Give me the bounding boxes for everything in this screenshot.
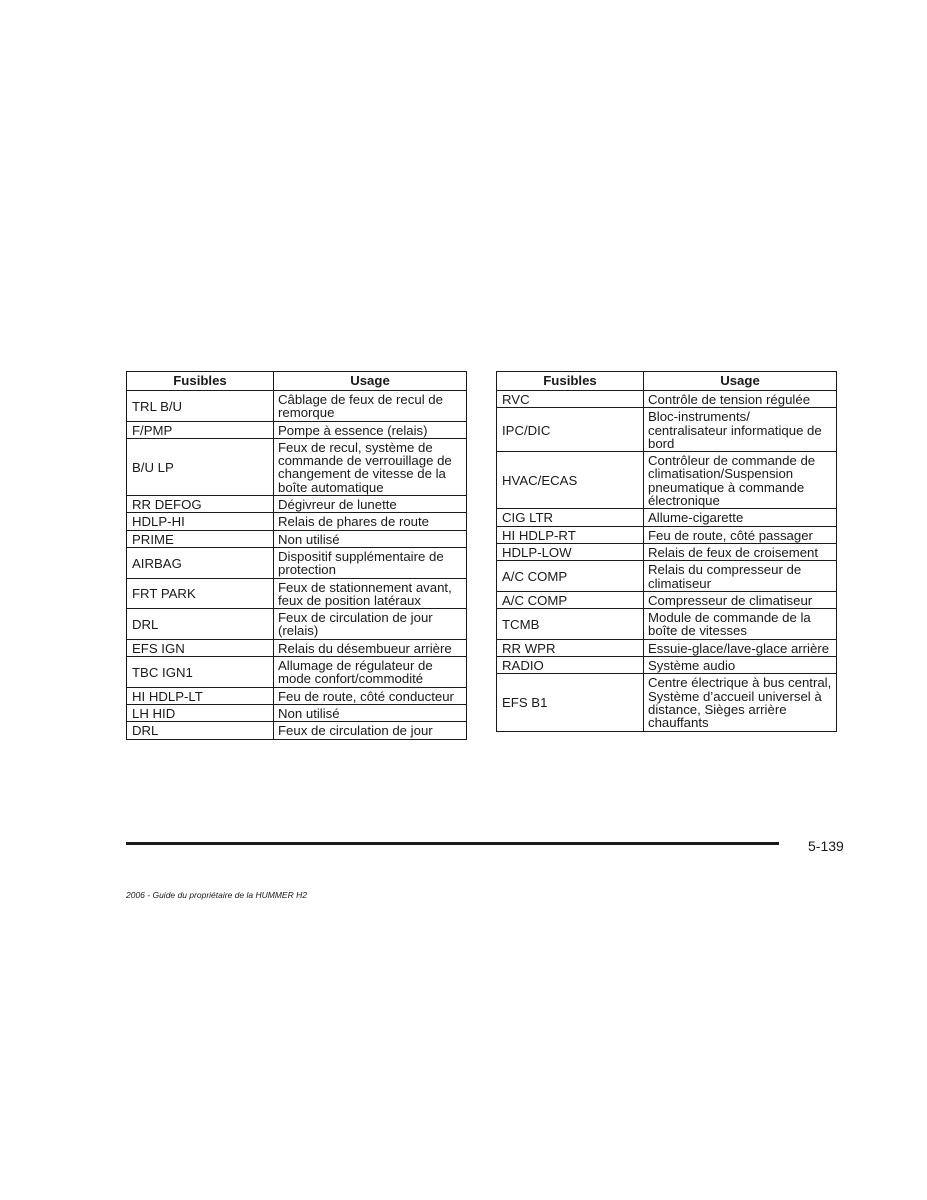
table-row <box>127 657 467 688</box>
table-row <box>497 591 837 608</box>
table-row <box>497 509 837 526</box>
fuse-usage: Feux de circulation de jour (relais) <box>274 609 467 640</box>
fuse-usage: Feux de circulation de jour <box>274 722 467 739</box>
table-row <box>127 578 467 609</box>
table-row <box>127 438 467 495</box>
fuse-usage: Feu de route, côté conducteur <box>274 687 467 704</box>
fuse-code: CIG LTR <box>497 509 644 526</box>
fuse-usage: Dégivreur de lunette <box>274 496 467 513</box>
fuse-code: DRL <box>127 609 274 640</box>
table-row <box>127 513 467 530</box>
table-row <box>497 639 837 656</box>
table-row <box>497 408 837 452</box>
column-header-usage: Usage <box>644 372 837 391</box>
fuse-usage: Câblage de feux de recul de remorque <box>274 391 467 422</box>
table-row <box>497 609 837 640</box>
fuse-code: DRL <box>127 722 274 739</box>
table-row <box>127 722 467 739</box>
fuse-code: A/C COMP <box>497 561 644 592</box>
fuse-usage: Dispositif supplémentaire de protection <box>274 547 467 578</box>
column-header-fusibles: Fusibles <box>127 372 274 391</box>
table-row <box>127 687 467 704</box>
fuse-code: RVC <box>497 391 644 408</box>
fuse-code: HDLP-HI <box>127 513 274 530</box>
page-divider-rule <box>126 842 779 845</box>
fuse-usage: Bloc-instruments/ centralisateur informatique de bord <box>644 408 837 452</box>
fuse-usage: Allumage de régulateur de mode confort/commodité <box>274 657 467 688</box>
fuse-usage: Feux de stationnement avant, feux de position latéraux <box>274 578 467 609</box>
fuse-usage: Centre électrique à bus central, Système d’accueil universel à distance, Sièges arrière chauffants <box>644 674 837 731</box>
table-row <box>127 609 467 640</box>
fuse-code: B/U LP <box>127 438 274 495</box>
fuse-code: IPC/DIC <box>497 408 644 452</box>
fuse-usage: Compresseur de climatiseur <box>644 591 837 608</box>
table-row <box>127 391 467 422</box>
fuse-code: HVAC/ECAS <box>497 452 644 509</box>
fuse-code: EFS IGN <box>127 639 274 656</box>
fuse-code: RADIO <box>497 657 644 674</box>
fuse-usage: Non utilisé <box>274 704 467 721</box>
table-row <box>127 704 467 721</box>
table-header-row <box>127 372 467 391</box>
fuse-usage: Module de commande de la boîte de vitesses <box>644 609 837 640</box>
fuse-code: AIRBAG <box>127 547 274 578</box>
fuse-table-right <box>496 371 837 732</box>
table-row <box>497 657 837 674</box>
fuse-usage: Feux de recul, système de commande de verrouillage de changement de vitesse de la boîte automatique <box>274 438 467 495</box>
fuse-code: TRL B/U <box>127 391 274 422</box>
table-row <box>127 496 467 513</box>
fuse-code: F/PMP <box>127 421 274 438</box>
table-row <box>127 639 467 656</box>
fuse-usage: Allume-cigarette <box>644 509 837 526</box>
fuse-code: A/C COMP <box>497 591 644 608</box>
column-header-fusibles: Fusibles <box>497 372 644 391</box>
table-row <box>497 561 837 592</box>
table-row <box>127 421 467 438</box>
table-row <box>497 452 837 509</box>
fuse-usage: Relais de feux de croisement <box>644 543 837 560</box>
table-header-row <box>497 372 837 391</box>
page-footer: 2006 - Guide du propriétaire de la HUMMER H2 <box>126 890 307 900</box>
fuse-usage: Système audio <box>644 657 837 674</box>
fuse-code: HI HDLP-RT <box>497 526 644 543</box>
table-row <box>127 547 467 578</box>
table-row <box>127 530 467 547</box>
fuse-usage: Essuie-glace/lave-glace arrière <box>644 639 837 656</box>
fuse-code: FRT PARK <box>127 578 274 609</box>
table-row <box>497 674 837 731</box>
fuse-usage: Relais du compresseur de climatiseur <box>644 561 837 592</box>
fuse-code: PRIME <box>127 530 274 547</box>
page-number: 5-139 <box>808 838 844 854</box>
fuse-usage: Contrôleur de commande de climatisation/Suspension pneumatique à commande électronique <box>644 452 837 509</box>
fuse-code: LH HID <box>127 704 274 721</box>
fuse-usage: Non utilisé <box>274 530 467 547</box>
fuse-usage: Pompe à essence (relais) <box>274 421 467 438</box>
fuse-code: RR WPR <box>497 639 644 656</box>
fuse-table-left <box>126 371 467 740</box>
fuse-usage: Feu de route, côté passager <box>644 526 837 543</box>
fuse-usage: Contrôle de tension régulée <box>644 391 837 408</box>
fuse-usage: Relais du désembueur arrière <box>274 639 467 656</box>
table-row <box>497 543 837 560</box>
fuse-usage: Relais de phares de route <box>274 513 467 530</box>
fuse-code: HI HDLP-LT <box>127 687 274 704</box>
table-row <box>497 391 837 408</box>
fuse-code: EFS B1 <box>497 674 644 731</box>
fuse-code: TCMB <box>497 609 644 640</box>
fuse-code: TBC IGN1 <box>127 657 274 688</box>
fuse-code: RR DEFOG <box>127 496 274 513</box>
fuse-code: HDLP-LOW <box>497 543 644 560</box>
column-header-usage: Usage <box>274 372 467 391</box>
table-row <box>497 526 837 543</box>
